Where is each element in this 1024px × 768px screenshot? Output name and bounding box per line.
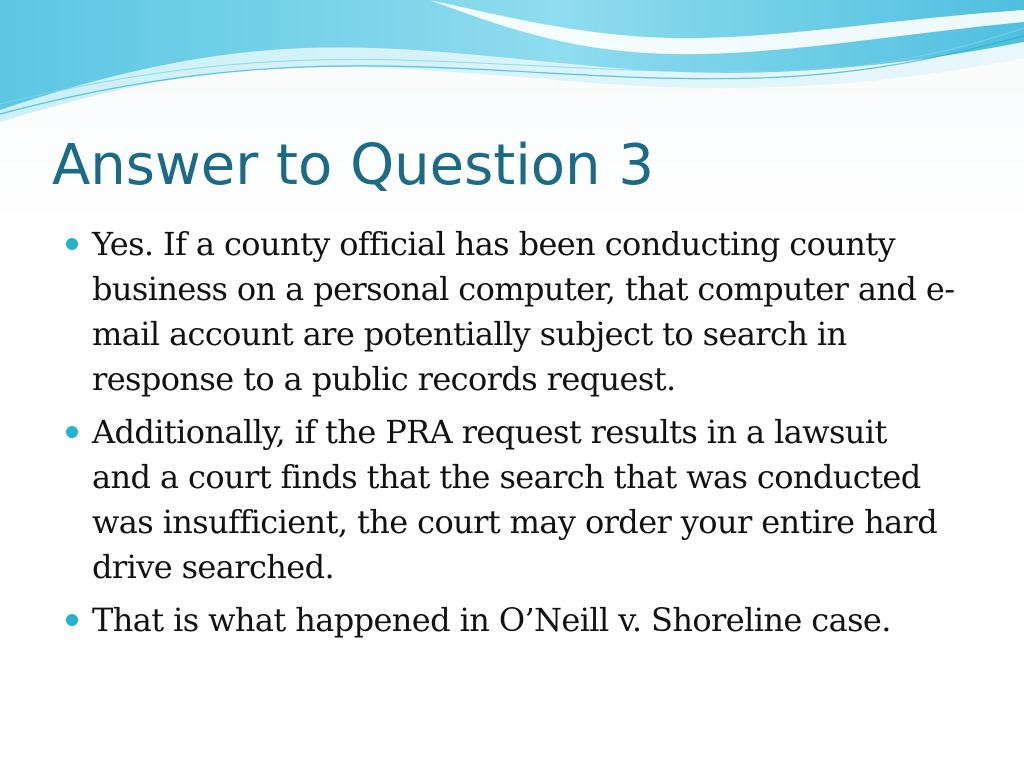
bullet-item [62,598,962,643]
bullet-line: Additionally, if the PRA request results in a lawsuit [92,413,887,451]
bullet-item [62,410,962,590]
bullet-dot-icon [66,238,78,250]
bullet-line: drive searched. [92,548,335,586]
bullet-dot-icon [66,614,78,626]
bullet-line: That is what happened in O’Neill v. Shoreline case. [92,601,891,639]
bullet-line: and a court finds that the search that was conducted [92,458,921,496]
slide-title: Answer to Question 3 [52,133,654,198]
bullet-line: business on a personal computer, that computer and e- [92,270,955,308]
bullet-line: mail account are potentially subject to search in [92,315,847,353]
bullet-item [62,222,962,402]
bullet-line: Yes. If a county official has been conducting county [92,225,896,263]
bullet-list [62,222,962,651]
bullet-dot-icon [66,426,78,438]
bullet-line: response to a public records request. [92,360,676,398]
bullet-line: was insufficient, the court may order your entire hard [92,503,938,541]
wave-header-decoration [0,0,1024,130]
